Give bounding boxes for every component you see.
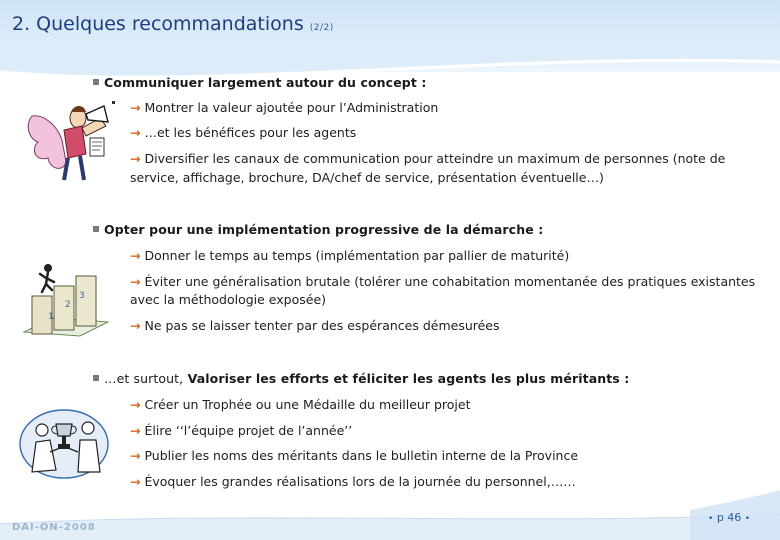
trophy-award-icon [16,406,112,482]
arrow-right-icon: → [130,274,141,289]
podium-climber-icon [20,256,112,342]
list-item: → Élire ‘‘l’équipe projet de l’année’’ [130,423,353,438]
list-item: → …et les bénéfices pour les agents [130,125,357,140]
list-item: → Diversifier les canaux de communication pour atteindre un maximum de personnes (note de [130,151,726,166]
arrow-right-icon: → [130,100,141,115]
page-title-subtitle: (2/2) [309,23,334,33]
page-title-text: 2. Quelques recommandations [12,13,304,35]
arrow-right-icon: → [130,318,141,333]
square-bullet-icon [93,79,99,85]
list-item: → Publier les noms des méritants dans le bulletin interne de la Province [130,448,579,463]
section-heading-communiquer: Communiquer largement autour du concept : [93,75,426,90]
arrow-right-icon: → [130,423,141,438]
page-number [708,511,750,524]
list-item: → Montrer la valeur ajoutée pour l’Administration [130,100,439,115]
list-item: → Ne pas se laisser tenter par des espérances démesurées [130,318,500,333]
list-item-continuation: avec la méthodologie exposée) [130,292,327,307]
arrow-right-icon: → [130,474,141,489]
section-heading-valoriser: …et surtout, Valoriser les efforts et féliciter les agents les plus méritants : [93,371,629,386]
list-item: → Donner le temps au temps (implémentation par pallier de maturité) [130,248,570,263]
dot-icon: • [744,514,751,524]
arrow-right-icon: → [130,448,141,463]
square-bullet-icon [93,226,99,232]
header-curve [0,40,780,100]
arrow-right-icon: → [130,151,141,166]
podium-number: 1 [48,312,54,322]
page-number-text: p 46 [716,511,742,524]
arrow-right-icon: → [130,248,141,263]
dot-icon: • [708,514,714,524]
list-item: → Éviter une généralisation brutale (tolérer une cohabitation momentanée des pratiques existantes [130,274,756,289]
footer-organization: DAI-ON-2008 [12,522,96,533]
list-item-continuation: service, affichage, brochure, DA/chef de service, présentation éventuelle…) [130,170,604,185]
podium-number: 3 [79,291,85,301]
page-title [12,13,334,35]
list-item: → Évoquer les grandes réalisations lors de la journée du personnel,…… [130,474,576,489]
list-item: → Créer un Trophée ou une Médaille du meilleur projet [130,397,471,412]
podium-number: 2 [65,300,71,310]
footer-curve [0,480,780,540]
section-heading-opter: Opter pour une implémentation progressive de la démarche : [93,222,543,237]
megaphone-person-icon [22,96,114,188]
arrow-right-icon: → [130,125,141,140]
arrow-right-icon: → [130,397,141,412]
square-bullet-icon [93,375,99,381]
